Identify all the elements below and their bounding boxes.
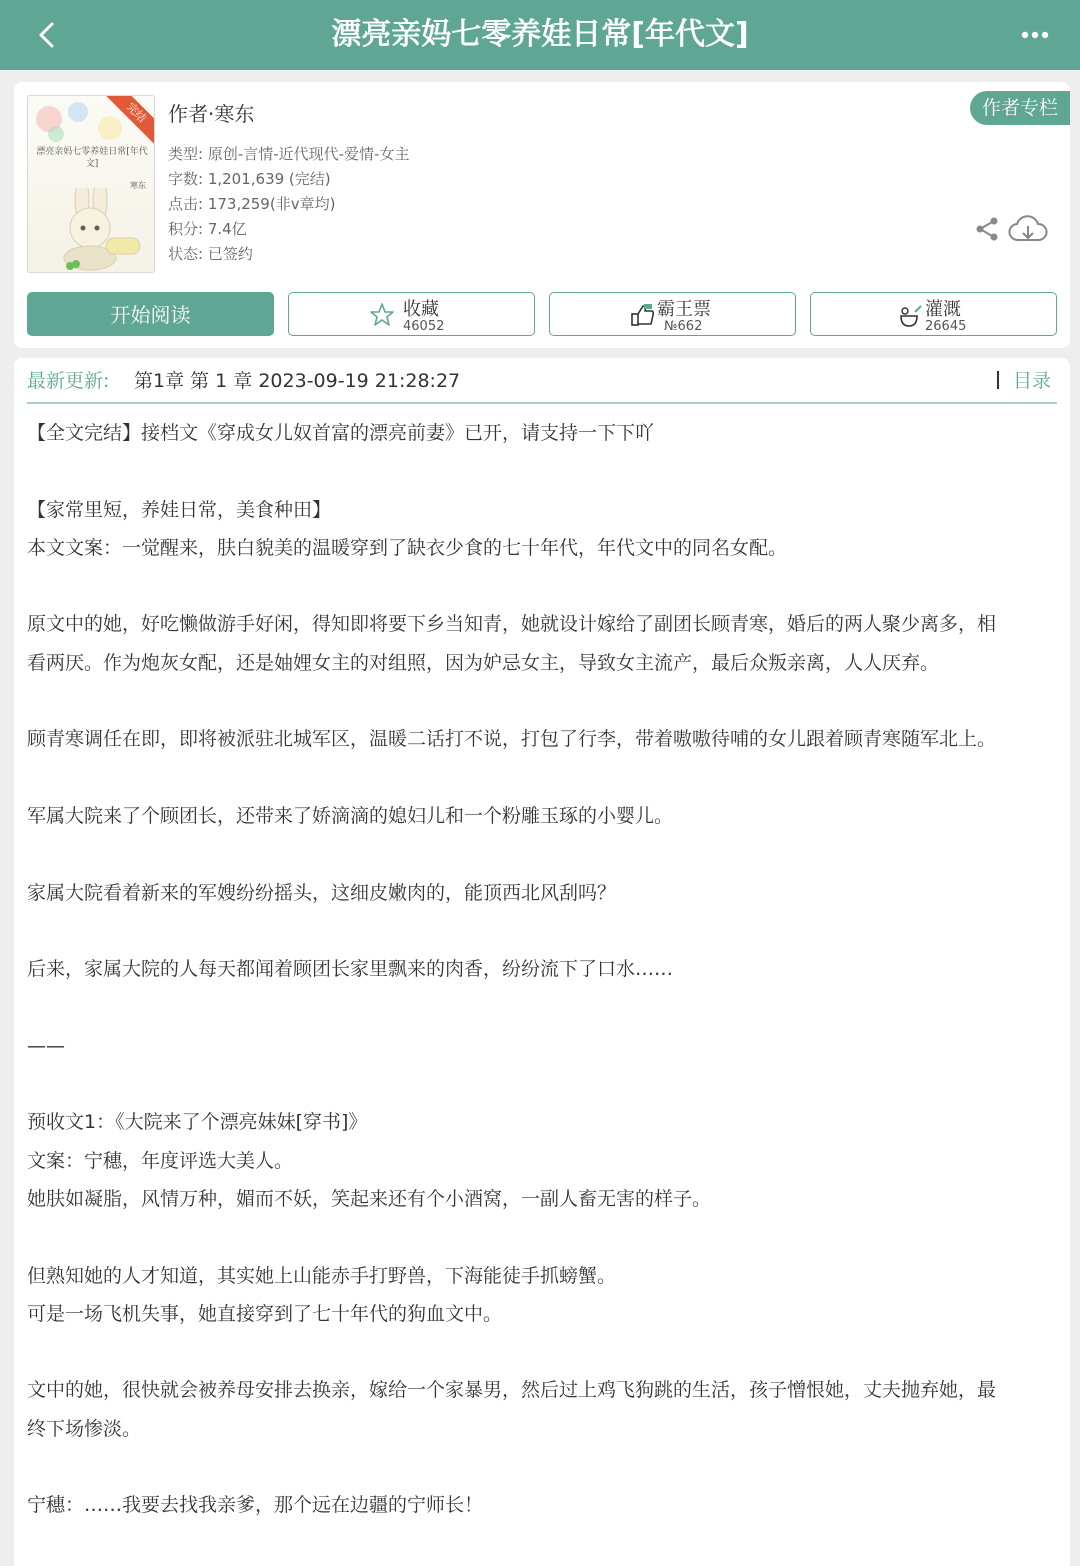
- description-line: 终下场惨淡。: [27, 1417, 142, 1440]
- description-line: [27, 567, 1057, 605]
- vote-count: №662: [664, 319, 703, 334]
- watering-icon: [897, 302, 923, 328]
- description-line: 看两厌。作为炮灰女配，还是妯娌女主的对组照，因为妒忌女主，导致女主流产，最后众叛亲离，人人厌弃。: [27, 651, 940, 674]
- meta-score: 积分: 7.4亿: [168, 220, 247, 238]
- description-line: 顾青寒调任在即，即将被派驻北城军区，温暖二话打不说，打包了行李，带着嗷嗷待哺的女儿跟着顾青寒随军北上。: [27, 728, 997, 751]
- description-line: 可是一场飞机失事，她直接穿到了七十年代的狗血文中。: [27, 1302, 503, 1325]
- share-icon[interactable]: [974, 216, 1000, 242]
- description-line: [27, 1065, 1057, 1103]
- description-line: [27, 912, 1057, 950]
- latest-update-bar: [27, 368, 1057, 404]
- star-icon: [369, 302, 395, 328]
- description-line: [27, 988, 1057, 1026]
- cover-illustration-icon: [48, 188, 144, 272]
- more-dots-icon[interactable]: [1006, 17, 1062, 53]
- description-line: 后来，家属大院的人每天都闻着顾团长家里飘来的肉香，纷纷流下了口水……: [27, 958, 674, 981]
- book-meta: [168, 142, 409, 267]
- description-line: 文中的她，很快就会被养母安排去换亲，嫁给一个家暴男，然后过上鸡飞狗跳的生活，孩子憎恨她，丈夫抛弃她，最: [27, 1379, 997, 1402]
- cover-decoration: [98, 116, 122, 140]
- author-column-button[interactable]: 作者专栏: [970, 91, 1070, 125]
- description-line: 【家常里短，养娃日常，美食种田】: [27, 498, 332, 521]
- description-line: 文案：宁穗，年度评选大美人。: [27, 1149, 294, 1172]
- favorite-count: 46052: [403, 319, 445, 334]
- meta-clicks: 点击: 173,259(非v章均): [168, 195, 336, 213]
- cover-decoration: [48, 126, 64, 142]
- meta-word-count: 字数: 1,201,639 (完结): [168, 170, 331, 188]
- page-title: 漂亮亲妈七零养娃日常[年代文]: [331, 17, 749, 52]
- vote-label: 霸王票: [657, 299, 711, 320]
- nutrient-label: 灌溉: [925, 299, 961, 320]
- description-line: 她肤如凝脂，风情万种，媚而不妖，笑起来还有个小酒窝，一副人畜无害的样子。: [27, 1187, 712, 1210]
- chevron-left-icon[interactable]: [30, 17, 66, 53]
- description-line: 家属大院看着新来的军嫂纷纷摇头，这细皮嫩肉的，能顶西北风刮吗？: [27, 881, 617, 904]
- action-buttons: [27, 292, 1057, 336]
- table-of-contents-link[interactable]: 目录: [1012, 370, 1051, 392]
- latest-update-label: 最新更新:: [27, 370, 110, 392]
- vote-button[interactable]: [549, 292, 796, 336]
- thumbs-up-icon: [630, 302, 656, 328]
- favorite-button[interactable]: [288, 292, 535, 336]
- book-cover[interactable]: [27, 95, 155, 273]
- description-line: 但熟知她的人才知道，其实她上山能赤手打野兽，下海能徒手抓螃蟹。: [27, 1264, 617, 1287]
- book-description: [27, 414, 1057, 1525]
- top-bar: [0, 0, 1080, 70]
- book-info-card: [14, 82, 1070, 348]
- author-name[interactable]: 作者·寒东: [168, 102, 255, 126]
- latest-chapter-link[interactable]: 第1章 第 1 章 2023-09-19 21:28:27: [134, 370, 461, 392]
- favorite-label: 收藏: [403, 299, 439, 320]
- description-line: 宁穗：……我要去找我亲爹，那个远在边疆的宁师长！: [27, 1494, 484, 1517]
- nutrient-button[interactable]: [810, 292, 1057, 336]
- description-line: 本文文案：一觉醒来，肤白貌美的温暖穿到了缺衣少食的七十年代，年代文中的同名女配。: [27, 536, 788, 559]
- description-line: ——: [27, 1034, 65, 1057]
- description-line: [27, 1218, 1057, 1256]
- description-line: 【全文完结】接档文《穿成女儿奴首富的漂亮前妻》已开，请支持一下下吖: [27, 422, 655, 444]
- description-line: [27, 452, 1057, 490]
- description-line: [27, 1448, 1057, 1486]
- description-line: [27, 759, 1057, 797]
- completed-badge: 完结: [101, 95, 155, 148]
- start-reading-button[interactable]: 开始阅读: [27, 292, 274, 336]
- cover-title: 漂亮亲妈七零养娃日常[年代文]: [36, 147, 148, 169]
- description-line: 原文中的她，好吃懒做游手好闲，得知即将要下乡当知青，她就设计嫁给了副团长顾青寒，婚后的两人聚少离多，相: [27, 613, 997, 636]
- cover-author: 寒东: [130, 181, 146, 190]
- cover-decoration: [68, 102, 88, 122]
- description-line: [27, 835, 1057, 873]
- description-line: 预收文1：《大院来了个漂亮妹妹[穿书]》: [27, 1111, 368, 1134]
- description-line: 军属大院来了个顾团长，还带来了娇滴滴的媳妇儿和一个粉雕玉琢的小婴儿。: [27, 804, 674, 827]
- meta-status: 状态: 已签约: [168, 245, 253, 263]
- cloud-download-icon[interactable]: [1008, 214, 1048, 246]
- nutrient-count: 26645: [925, 319, 967, 334]
- meta-genre: 类型: 原创-言情-近代现代-爱情-女主: [168, 145, 410, 163]
- description-line: [27, 682, 1057, 720]
- description-line: [27, 1333, 1057, 1371]
- divider: [997, 371, 999, 389]
